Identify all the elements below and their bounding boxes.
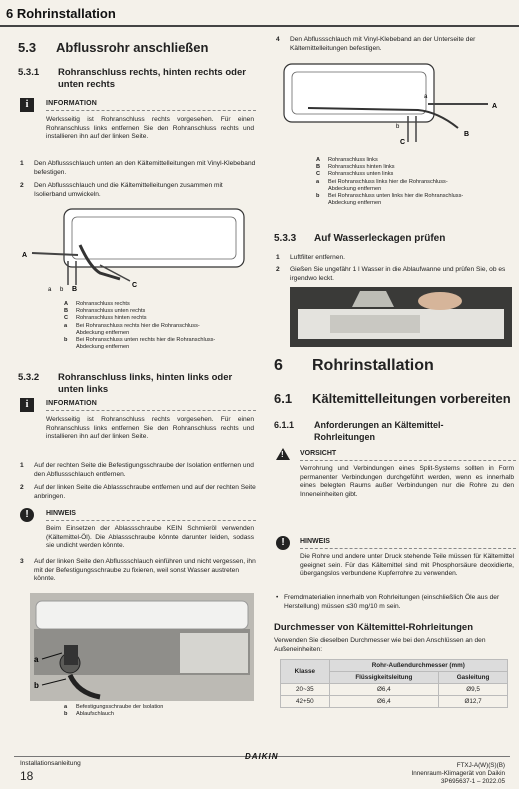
heading-text: Rohranschluss rechts, hinten rechts oder unten rechts (58, 67, 246, 90)
page-number: 18 (20, 769, 34, 783)
step-1 (20, 160, 256, 178)
legend-row: Abdeckung entfernen (328, 185, 382, 192)
cell-gas: Ø12,7 (439, 696, 508, 708)
warning-text: Verrohrung und Verbindungen eines Split-Systems sollten in Form permanenter Verbindungen durchgeführt werden, wenn es innerhalb eines belegten Raums außer Verbindungen nur die Rohre zu den Inneneinheiten gibt. (300, 465, 514, 498)
heading-number: 5.3.1 (18, 67, 40, 78)
step-number: 2 (20, 182, 24, 189)
footer-doc-type: Installationsanleitung (20, 760, 81, 767)
step-text: Gießen Sie ungefähr 1 l Wasser in die Ablaufwanne und prüfen Sie, ob es irgendwo leckt. (290, 266, 506, 282)
step-text: Luftfilter entfernen. (290, 254, 345, 261)
fig2-label-a: a (34, 655, 39, 664)
screw-area (64, 645, 78, 665)
daikin-logo: DAIKIN (245, 752, 279, 761)
fig3-label-A: A (492, 103, 498, 110)
heading-number: 5.3.2 (18, 372, 40, 383)
table-header-row (281, 660, 508, 672)
diameter-table (280, 659, 508, 708)
info-box-1 (20, 98, 256, 158)
fig1-label-B: B (72, 286, 78, 293)
heading-5-3-3 (274, 233, 514, 247)
warning-box (276, 448, 516, 530)
legend-row: b Bei Rohranschluss unten links hier die Rohranschluss- (316, 192, 464, 199)
heading-number: 6.1 (274, 391, 293, 406)
step-4 (276, 36, 512, 56)
step-text: Den Abflussschlauch unten an den Kältemittelleitungen mit Vinyl-Klebeband befestigen. (34, 160, 256, 176)
legend-row: B Rohranschluss unten rechts (64, 308, 146, 315)
heading-5-3-1 (18, 67, 258, 93)
cell-fluid: Ø6,4 (329, 696, 439, 708)
step-number: 3 (20, 558, 24, 565)
info-text: Werksseitig ist Rohranschluss rechts vorgesehen. Für einen Rohranschluss links entfernen Sie den Rohranschluss rechts und installieren ihn auf der linken Seite. (46, 116, 254, 141)
fig2-label-b: b (34, 681, 39, 690)
header-klasse: Klasse (281, 660, 330, 684)
unit-outline (64, 209, 244, 267)
legend-row: b Ablaufschlauch (64, 711, 114, 718)
cell-klasse: 42+50 (281, 696, 330, 708)
legend-row: C Rohranschluss unten links (316, 171, 394, 178)
bullet-item (276, 594, 512, 612)
legend-row: A Rohranschluss rechts (64, 301, 130, 307)
info-rule (46, 110, 256, 111)
heading-6 (274, 357, 434, 375)
step-number: 2 (276, 266, 280, 273)
legend-row: Abdeckung entfernen (328, 200, 382, 207)
heading-number: 6 (274, 357, 283, 374)
heading-text: Abflussrohr anschließen (56, 40, 209, 55)
hint-box-1 (20, 508, 256, 556)
warning-triangle-icon: ! (276, 448, 290, 460)
step-text: Auf der linken Seite den Abflussschlauch einführen und nicht vergessen, ihn mit der Befestigungsschraube zu fixieren, weil sonst Wasser austreten könnte. (34, 558, 256, 583)
header-gas: Gasleitung (439, 672, 508, 684)
heading-text: Kältemittelleitungen vorbereiten (312, 391, 511, 406)
fig3-label-a: a (424, 94, 428, 100)
info-icon: i (20, 398, 34, 412)
legend-row: C Rohranschluss hinten rechts (64, 315, 147, 322)
fig3-label-b: b (396, 124, 400, 130)
fig1-label-b: b (60, 287, 64, 293)
heading-text: Anforderungen an Kältemittel-Rohrleitungen (314, 420, 444, 442)
legend-row: a Befestigungsschraube der Isolation (64, 704, 164, 710)
legend-row: b Bei Rohranschluss unten rechts hier die Rohranschluss- (64, 336, 216, 343)
exclamation-icon: ! (276, 536, 290, 550)
info-text: Werksseitig ist Rohranschluss rechts vorgesehen. Für einen Rohranschluss links entfernen Sie den Rohranschluss rechts und installieren ihn auf der linken Seite. (46, 416, 254, 441)
legend-row: A Rohranschluss links (316, 157, 378, 163)
fig1-label-a: a (48, 287, 52, 293)
hint-label: HINWEIS (300, 538, 330, 545)
legend-3 (316, 157, 516, 207)
unit-top (36, 601, 248, 629)
step-text: Auf der rechten Seite die Befestigungsschraube der Isolation entfernen und den Abflussschlauch entfernen. (34, 462, 254, 478)
heading-number: 5.3.3 (274, 233, 297, 244)
hint-box-2 (276, 536, 516, 588)
table-row (281, 684, 508, 696)
footer-model: FTXJ-A(W)(S)(B) (456, 762, 505, 769)
legend-row: Abdeckung entfernen (76, 344, 130, 351)
heading-6-1-1 (274, 419, 514, 445)
step-2c (276, 266, 512, 284)
heading-number: 5.3 (18, 40, 37, 55)
hint-rule (46, 520, 256, 521)
hint-text: Die Rohre und andere unter Druck stehende Teile müssen für Kältemittel geeignet sein. Für das Kältemittel sind mit Phosphorsäure deoxidierte, übergangslos verbundene Kupferrohre zu verwenden. (300, 553, 514, 578)
diameter-heading: Durchmesser von Kältemittel-Rohrleitungen (274, 622, 474, 633)
legend-row: Abdeckung entfernen (76, 329, 130, 336)
step-1c (276, 254, 512, 264)
legend-row: a Bei Rohranschluss links hier die Rohranschluss- (316, 178, 448, 185)
footer-product: Innenraum-Klimagerät von Daikin (411, 770, 505, 777)
legend-row: B Rohranschluss hinten links (316, 164, 395, 171)
heading-text: Rohrinstallation (312, 357, 434, 374)
step-text: Auf der linken Seite die Ablassschraube entfernen und auf der rechten Seite anbringen. (34, 484, 256, 500)
info-box-2 (20, 398, 256, 456)
step-1b (20, 462, 256, 480)
info-rule (46, 410, 256, 411)
warning-label: VORSICHT (300, 450, 337, 457)
hint-text: Beim Einsetzen der Ablassschraube KEIN Schmieröl verwenden (Kältemittel-Öl). Die Ablassschraube könnte darunter leiden, sodass sie undicht werden könnte. (46, 525, 254, 550)
bullet-text: Fremdmaterialien innerhalb von Rohrleitungen (einschließlich Öle aus der Herstellung) müssen ≤30 mg/10 m sein. (284, 594, 500, 610)
diameter-intro: Verwenden Sie dieselben Durchmesser wie bei den Anschlüssen an den Außeneinheiten: (274, 637, 486, 653)
footer-docnum: 3P695637-1 – 2022.05 (440, 778, 505, 785)
step-number: 1 (276, 254, 280, 261)
legend-1 (64, 301, 254, 351)
header-rule (0, 25, 519, 27)
warning-rule (300, 460, 516, 461)
panel-right (180, 633, 248, 673)
fig3-label-B: B (464, 131, 470, 138)
hand (418, 292, 462, 310)
heading-5-3 (18, 40, 208, 55)
header-outer-diameter: Rohr-Außendurchmesser (mm) (329, 660, 507, 672)
legend-2 (64, 704, 254, 718)
figure-drain-hose-photo (30, 593, 254, 701)
step-number: 1 (20, 160, 24, 167)
figure-left-drain-connection (278, 58, 510, 150)
step-text: Den Abflussschlauch mit Vinyl-Klebeband an der Unterseite der Kältemittelleitungen befestigen. (290, 36, 476, 52)
info-icon: i (20, 98, 34, 112)
step-2b (20, 484, 256, 502)
hint-label: HINWEIS (46, 510, 76, 517)
cell-gas: Ø9,5 (439, 684, 508, 696)
table-row (281, 696, 508, 708)
figure-water-pouring (290, 287, 512, 347)
heading-text: Auf Wasserleckagen prüfen (314, 233, 446, 244)
info-label: INFORMATION (46, 100, 98, 107)
heading-6-1 (274, 391, 511, 406)
legend-row: a Bei Rohranschluss rechts hier die Rohranschluss- (64, 322, 200, 329)
heading-5-3-2 (18, 372, 258, 398)
cell-klasse: 20~35 (281, 684, 330, 696)
step-2 (20, 182, 256, 200)
step-number: 4 (276, 36, 280, 43)
figure-right-drain-connection (20, 205, 256, 293)
step-number: 2 (20, 484, 24, 491)
fig3-label-C: C (400, 139, 406, 146)
step-text: Den Abflussschlauch und die Kältemittelleitungen zusammen mit Isolierband umwickeln. (34, 182, 223, 198)
exclamation-icon: ! (20, 508, 34, 522)
fig1-label-A: A (22, 252, 28, 259)
page-section-header: 6 Rohrinstallation (6, 6, 116, 21)
heading-number: 6.1.1 (274, 420, 295, 430)
hint-rule (300, 548, 516, 549)
step-3 (20, 558, 256, 586)
step-number: 1 (20, 462, 24, 469)
info-label: INFORMATION (46, 400, 98, 407)
cell-fluid: Ø6,4 (329, 684, 439, 696)
header-fluid: Flüssigkeitsleitung (329, 672, 439, 684)
bullet-mark: • (276, 594, 279, 601)
fig1-label-C: C (132, 282, 138, 289)
filter-slot (330, 315, 420, 333)
unit-outline (284, 64, 434, 122)
heading-text: Rohranschluss links, hinten links oder unten links (58, 372, 233, 395)
